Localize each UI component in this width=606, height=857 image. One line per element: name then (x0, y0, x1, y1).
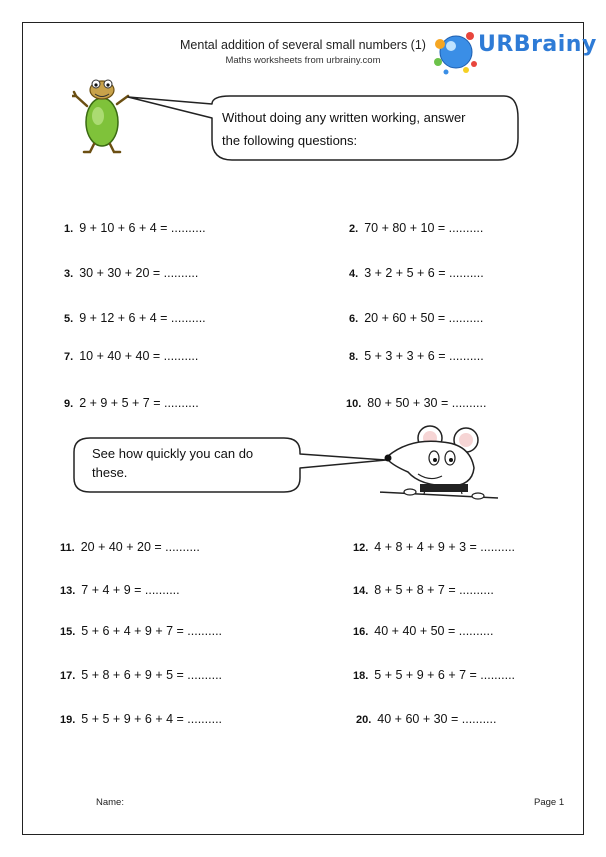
question-number: 12. (353, 542, 369, 554)
question-text: 40 + 60 + 30 = .......... (377, 712, 497, 726)
question-number: 15. (60, 626, 76, 638)
mouse-character-icon (380, 424, 500, 504)
encouragement-text (92, 444, 253, 482)
question-10 (346, 396, 486, 410)
question-number: 7. (64, 351, 74, 363)
question-number: 20. (356, 714, 372, 726)
question-number: 2. (349, 223, 359, 235)
question-2 (349, 221, 483, 235)
question-text: 4 + 8 + 4 + 9 + 3 = .......... (374, 540, 516, 554)
question-number: 18. (353, 670, 369, 682)
question-15 (60, 624, 222, 638)
question-number: 3. (64, 268, 74, 280)
question-number: 4. (349, 268, 359, 280)
question-number: 13. (60, 585, 76, 597)
encouragement-line-2: these. (92, 465, 128, 480)
instructions-text (222, 106, 466, 152)
question-text: 8 + 5 + 8 + 7 = .......... (374, 583, 494, 597)
question-9 (64, 396, 199, 410)
worksheet-subtitle: Maths worksheets from urbrainy.com (225, 55, 381, 66)
question-number: 11. (60, 542, 75, 554)
question-text: 5 + 5 + 9 + 6 + 7 = .......... (374, 668, 516, 682)
question-number: 8. (349, 351, 359, 363)
question-13 (60, 583, 180, 597)
question-number: 5. (64, 313, 74, 325)
question-12 (353, 540, 515, 554)
question-text: 2 + 9 + 5 + 7 = .......... (79, 396, 199, 410)
question-18 (353, 668, 515, 682)
question-8 (349, 349, 484, 363)
question-6 (349, 311, 483, 325)
question-text: 7 + 4 + 9 = .......... (81, 583, 180, 597)
question-7 (64, 349, 198, 363)
encouragement-line-1: See how quickly you can do (92, 446, 254, 461)
question-1 (64, 221, 206, 235)
question-number: 16. (353, 626, 369, 638)
question-20 (356, 712, 496, 726)
question-text: 30 + 30 + 20 = .......... (79, 266, 199, 280)
question-text: 10 + 40 + 40 = .......... (79, 349, 199, 363)
question-text: 5 + 8 + 6 + 9 + 5 = .......... (81, 668, 223, 682)
page-number: Page 1 (534, 797, 565, 808)
question-19 (60, 712, 222, 726)
name-label: Name: (96, 797, 124, 808)
question-text: 9 + 10 + 6 + 4 = .......... (79, 221, 206, 235)
question-number: 9. (64, 398, 74, 410)
question-text: 70 + 80 + 10 = .......... (364, 221, 484, 235)
question-11 (60, 540, 200, 554)
question-number: 10. (346, 398, 362, 410)
question-text: 9 + 12 + 6 + 4 = .......... (79, 311, 206, 325)
question-number: 19. (60, 714, 76, 726)
question-number: 17. (60, 670, 76, 682)
question-number: 6. (349, 313, 359, 325)
question-text: 5 + 3 + 3 + 6 = .......... (364, 349, 484, 363)
question-text: 20 + 60 + 50 = .......... (364, 311, 484, 325)
question-3 (64, 266, 198, 280)
worksheet-title: Mental addition of several small numbers (1) (180, 38, 426, 52)
question-text: 5 + 5 + 9 + 6 + 4 = .......... (81, 712, 223, 726)
question-text: 40 + 40 + 50 = .......... (374, 624, 494, 638)
question-16 (353, 624, 493, 638)
instructions-line-2: the following questions: (222, 133, 358, 148)
question-4 (349, 266, 484, 280)
question-17 (60, 668, 222, 682)
logo-wordmark: URBrainy (478, 32, 597, 57)
question-number: 14. (353, 585, 369, 597)
question-5 (64, 311, 206, 325)
instructions-line-1: Without doing any written working, answer (222, 110, 466, 125)
question-number: 1. (64, 223, 74, 235)
urbrainy-logo (426, 22, 597, 80)
question-text: 5 + 6 + 4 + 9 + 7 = .......... (81, 624, 223, 638)
question-text: 3 + 2 + 5 + 6 = .......... (364, 266, 484, 280)
question-text: 20 + 40 + 20 = .......... (80, 540, 200, 554)
question-14 (353, 583, 494, 597)
question-text: 80 + 50 + 30 = .......... (367, 396, 487, 410)
